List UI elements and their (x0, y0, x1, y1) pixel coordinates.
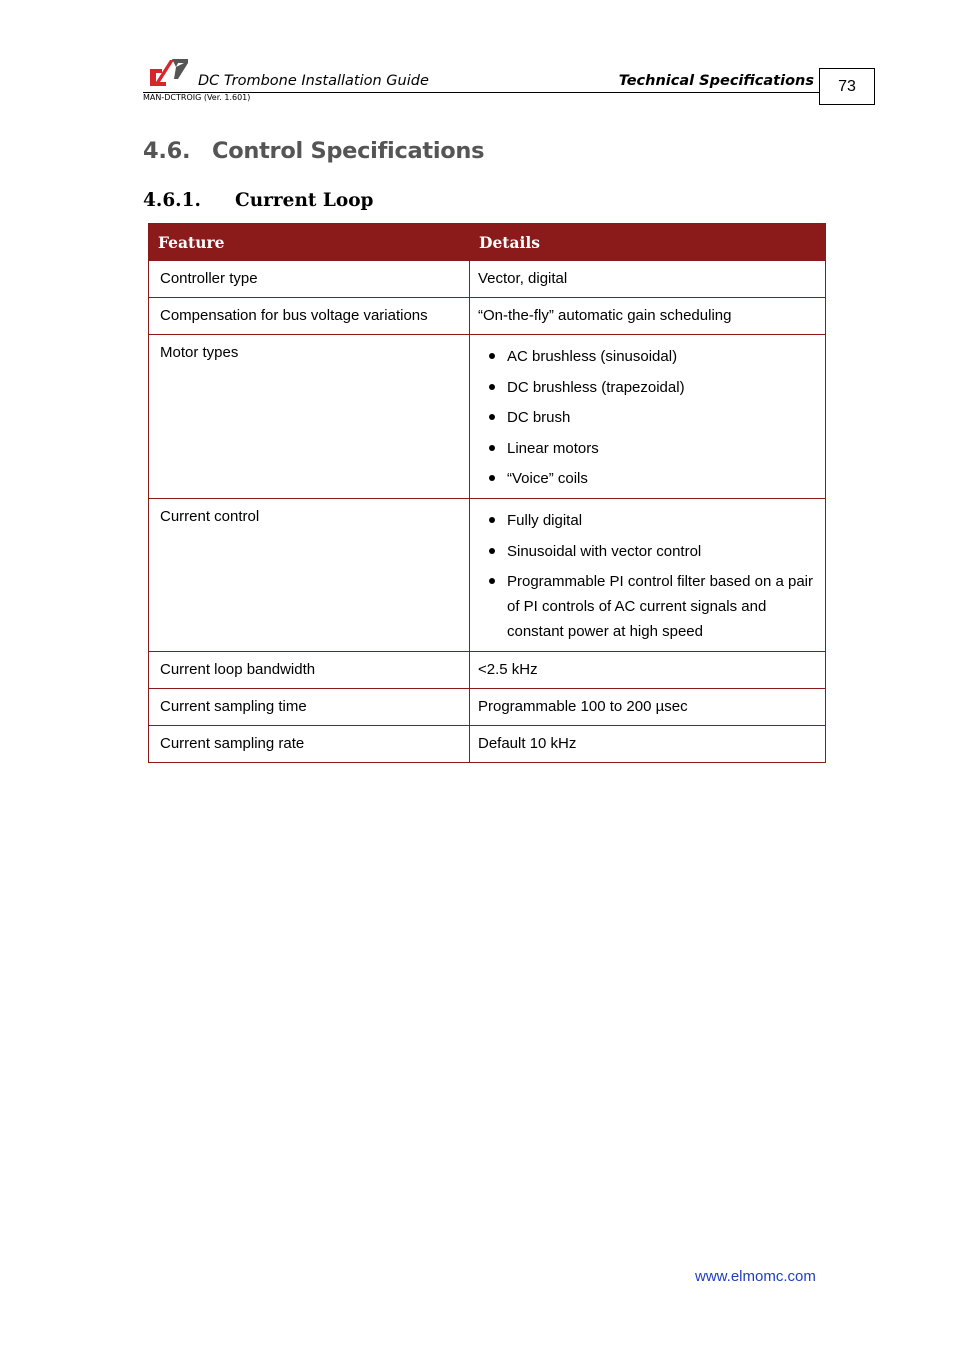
column-header-feature: Feature (149, 224, 470, 261)
list-item: Linear motors (507, 436, 816, 461)
feature-cell: Motor types (149, 335, 470, 499)
list-item: “Voice” coils (507, 466, 816, 491)
list-item: Sinusoidal with vector control (507, 539, 816, 564)
feature-cell: Compensation for bus voltage variations (149, 298, 470, 335)
subsection-heading (143, 190, 374, 211)
table-row (149, 689, 826, 726)
document-title: DC Trombone Installation Guide (198, 73, 429, 89)
feature-cell: Current sampling rate (149, 726, 470, 763)
list-item: AC brushless (sinusoidal) (507, 344, 816, 369)
details-cell (470, 335, 826, 499)
details-cell: Programmable 100 to 200 µsec (470, 689, 826, 726)
section-title: Control Specifications (212, 138, 485, 164)
table-row (149, 335, 826, 499)
list-item: Programmable PI control filter based on a pair of PI controls of AC current signals and constant power at high speed (507, 569, 816, 644)
table-row (149, 652, 826, 689)
table-row (149, 298, 826, 335)
feature-cell: Current sampling time (149, 689, 470, 726)
details-cell: <2.5 kHz (470, 652, 826, 689)
document-code: MAN-DCTROIG (Ver. 1.601) (143, 93, 251, 102)
list-item: DC brushless (trapezoidal) (507, 375, 816, 400)
table-row (149, 726, 826, 763)
elmo-logo-icon (148, 57, 190, 87)
list-item: DC brush (507, 405, 816, 430)
feature-cell: Current loop bandwidth (149, 652, 470, 689)
current-loop-spec-table (148, 223, 826, 763)
details-cell: Default 10 kHz (470, 726, 826, 763)
page-number: 73 (819, 68, 875, 105)
column-header-details: Details (470, 224, 826, 261)
details-cell: “On-the-fly” automatic gain scheduling (470, 298, 826, 335)
table-header-row (149, 224, 826, 261)
motor-types-list (478, 344, 816, 491)
section-heading (143, 138, 484, 164)
table-row (149, 499, 826, 652)
list-item: Fully digital (507, 508, 816, 533)
website-link[interactable]: www.elmomc.com (695, 1268, 816, 1285)
table-row (149, 261, 826, 298)
details-cell (470, 499, 826, 652)
feature-cell: Current control (149, 499, 470, 652)
subsection-number: 4.6.1. (143, 190, 201, 211)
section-number: 4.6. (143, 138, 191, 164)
subsection-title: Current Loop (235, 190, 374, 211)
details-cell: Vector, digital (470, 261, 826, 298)
feature-cell: Controller type (149, 261, 470, 298)
header-section-label: Technical Specifications (618, 73, 814, 89)
current-control-list (478, 508, 816, 644)
